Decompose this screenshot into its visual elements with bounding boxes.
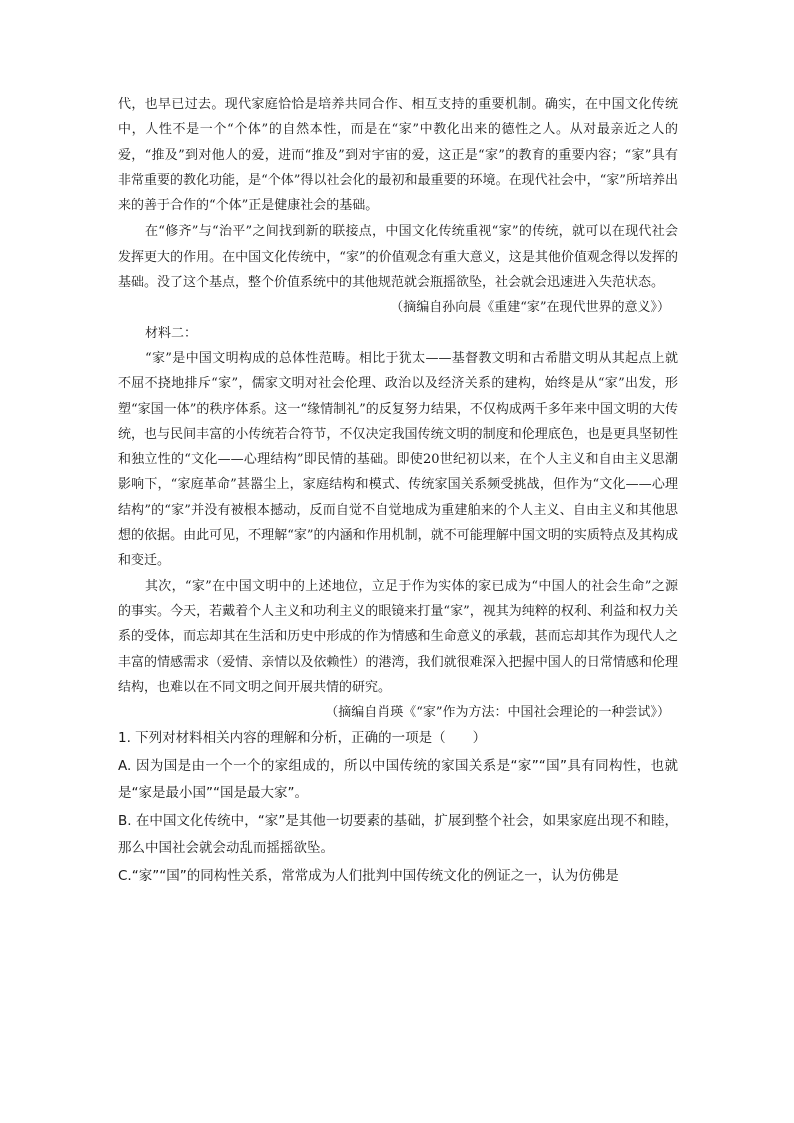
option-c: C.“家”“国”的同构性关系，常常成为人们批判中国传统文化的例证之一，认为仿佛是 [118, 867, 619, 884]
document-page [118, 92, 678, 890]
material-two-source: （摘编自肖瑛《“家”作为方法：中国社会理论的一种尝试》） [325, 705, 670, 721]
material-one-source: （摘编自孙向晨《重建“家”在现代世界的意义》） [390, 300, 670, 316]
material-two-label: 材料二： [145, 325, 198, 341]
material-one-paragraph-2: 在“修齐”与“治平”之间找到新的联接点，中国文化传统重视“家”的传统，就可以在现代社会发挥更大的作用。在中国文化传统中，“家”的价值观念有重大意义，这是其他价值观念得以发挥的基础。没了这个基点，整个价值系统中的其他规范就会瓶摇欲坠，社会就会迅速进入失范状态。 [118, 224, 678, 291]
option-a: A. 因为国是由一个一个的家组成的，所以中国传统的家国关系是“家”“国”具有同构性，也就是“家是最小国”“国是最大家”。 [118, 757, 678, 802]
material-two-paragraph-2: 其次，“家”在中国文明中的上述地位，立足于作为实体的家已成为“中国人的社会生命”之源的事实。今天，若戴着个人主义和功利主义的眼镜来打量“家”，视其为纯粹的权利、利益和权力关系的受体，而忘却其在生活和历史中形成的作为情感和生命意义的承载，甚而忘却其作为现代人之丰富的情感需求（爱情、亲情以及依赖性）的港湾，我们就很难深入把握中国人的日常情感和伦理结构，也难以在不同文明之间开展共情的研究。 [118, 578, 678, 695]
question-stem: 1. 下列对材料相关内容的理解和分析，正确的一项是（ ） [118, 730, 487, 747]
material-two-paragraph-1: “家”是中国文明构成的总体性范畴。相比于犹太——基督教文明和古希腊文明从其起点上就不屈不挠地排斥“家”，儒家文明对社会伦理、政治以及经济关系的建构，始终是从“家”出发，形塑“家国一体”的秩序体系。这一“缘情制礼”的反复努力结果，不仅构成两千多年来中国文明的大传统，也与民间丰富的小传统若合符节，不仅决定我国传统文明的制度和伦理底色，也是更具坚韧性和独立性的“文化——心理结构”即民情的基础。即使20世纪初以来，在个人主义和自由主义思潮影响下，“家庭革命”甚嚣尘上，家庭结构和模式、传统家国关系频受挑战，但作为“文化——心理结构”的“家”并没有被根本撼动，反而自觉不自觉地成为重建舶来的个人主义、自由主义和其他思想的依据。由此可见，不理解“家”的内涵和作用机制，就不可能理解中国文明的实质特点及其构成和变迁。 [118, 350, 678, 569]
material-one-paragraph-1: 代，也早已过去。现代家庭恰恰是培养共同合作、相互支持的重要机制。确实，在中国文化传统中，人性不是一个“个体”的自然本性，而是在“家”中教化出来的德性之人。从对最亲近之人的爱，“推及”到对他人的爱，进而“推及”到对宇宙的爱，这正是“家”的教育的重要内容；“家”具有非常重要的教化功能，是“个体”得以社会化的最初和最重要的环境。在现代社会中，“家”所培养出来的善于合作的“个体”正是健康社会的基础。 [118, 97, 678, 214]
option-b: B. 在中国文化传统中，“家”是其他一切要素的基础，扩展到整个社会，如果家庭出现不和睦，那么中国社会就会动乱而摇摇欲坠。 [118, 812, 678, 857]
